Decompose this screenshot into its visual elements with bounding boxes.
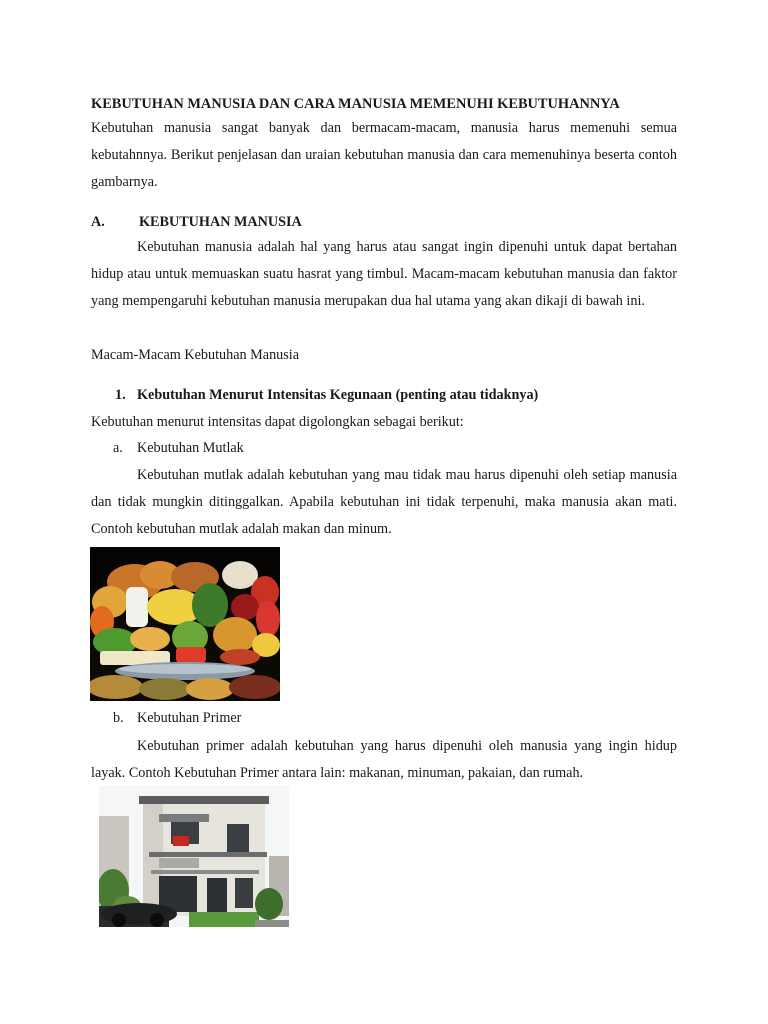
food-photo xyxy=(90,547,280,701)
section-a-number: A. xyxy=(91,214,105,230)
food-illustration xyxy=(90,547,280,701)
item-1-title: Kebutuhan Menurut Intensitas Kegunaan (penting atau tidaknya) xyxy=(137,387,539,403)
document-title: KEBUTUHAN MANUSIA DAN CARA MANUSIA MEMENUHI KEBUTUHANNYA xyxy=(91,96,620,112)
item-b-paragraph: Kebutuhan primer adalah kebutuhan yang harus dipenuhi oleh manusia yang ingin hidup layak. Contoh Kebutuhan Primer antara lain: makanan, minuman, pakaian, dan rumah. xyxy=(91,738,677,781)
item-1-lead: Kebutuhan menurut intensitas dapat digolongkan sebagai berikut: xyxy=(91,414,464,430)
section-a-paragraph: Kebutuhan manusia adalah hal yang harus atau sangat ingin dipenuhi untuk dapat bertahan hidup atau untuk memuaskan suatu hasrat yang timbul. Macam-macam kebutuhan manusia dan faktor yang mempengaruhi kebutuhan manusia merupakan dua hal utama yang akan dikaji di bawah ini. xyxy=(91,239,677,309)
house-illustration xyxy=(99,786,289,927)
intro-paragraph: Kebutuhan manusia sangat banyak dan bermacam-macam, manusia harus memenuhi semua kebutahnnya. Berikut penjelasan dan uraian kebutuhan manusia dan cara memenuhinya beserta contoh gambarnya. xyxy=(91,120,677,190)
house-photo xyxy=(99,786,289,927)
item-1-heading xyxy=(115,382,677,409)
item-a-label: Kebutuhan Mutlak xyxy=(137,440,244,456)
item-a-paragraph: Kebutuhan mutlak adalah kebutuhan yang mau tidak mau harus dipenuhi oleh setiap manusia dan tidak mungkin ditinggalkan. Apabila kebutuhan ini tidak terpenuhi, maka manusia akan mati. Contoh kebutuhan mutlak adalah makan dan minum. xyxy=(91,467,677,537)
item-b-letter: b. xyxy=(113,710,124,726)
item-1-number: 1. xyxy=(115,387,126,403)
item-b-heading xyxy=(113,705,677,732)
item-a-letter: a. xyxy=(113,440,123,456)
section-a-subtitle: Macam-Macam Kebutuhan Manusia xyxy=(91,347,300,363)
section-a-heading xyxy=(91,209,677,236)
item-a-heading xyxy=(113,435,677,462)
item-b-label: Kebutuhan Primer xyxy=(137,710,242,726)
section-a-title: KEBUTUHAN MANUSIA xyxy=(139,214,302,230)
